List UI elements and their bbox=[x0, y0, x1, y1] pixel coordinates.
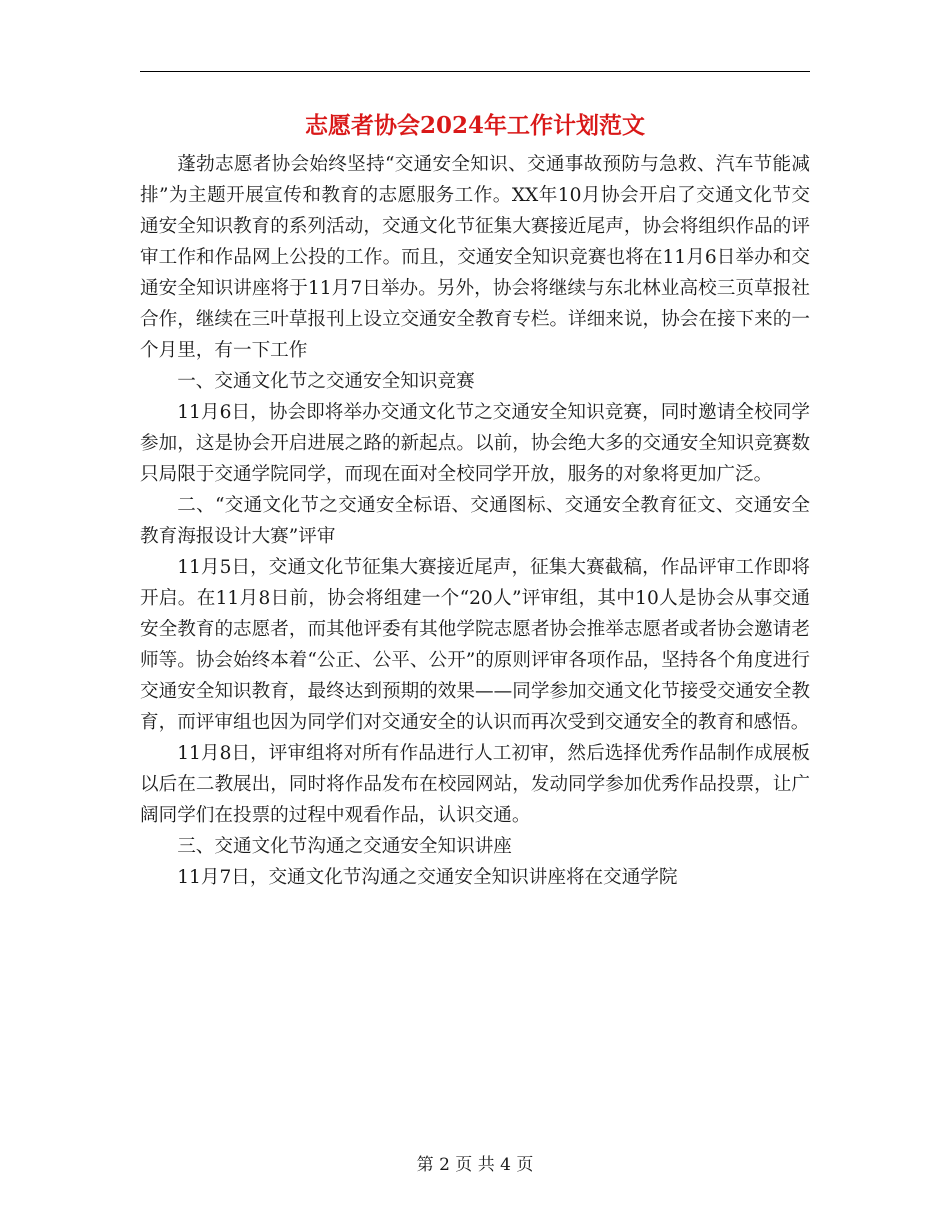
page-number: 第 2 页 共 4 页 bbox=[416, 1155, 534, 1175]
paragraph-section-2b: 11月8日，评审组将对所有作品进行人工初审，然后选择优秀作品制作成展板以后在二教展出，同时将作品发布在校园网站，发动同学参加优秀作品投票，让广阔同学们在投票的过程中观看作品，认识交通。 bbox=[140, 743, 810, 826]
document-title: 志愿者协会2024年工作计划范文 bbox=[304, 112, 645, 139]
document-body bbox=[140, 149, 810, 893]
header-rule bbox=[140, 71, 810, 72]
section-heading-3: 三、交通文化节沟通之交通安全知识讲座 bbox=[177, 836, 512, 857]
section-heading-1: 一、交通文化节之交通安全知识竞赛 bbox=[177, 371, 475, 392]
section-heading-2: 二、“交通文化节之交通安全标语、交通图标、交通安全教育征文、交通安全教育海报设计大赛”评审 bbox=[140, 495, 810, 547]
paragraph-section-3: 11月7日，交通文化节沟通之交通安全知识讲座将在交通学院 bbox=[177, 867, 678, 888]
paragraph-intro: 蓬勃志愿者协会始终坚持“交通安全知识、交通事故预防与急救、汽车节能减排”为主题开展宣传和教育的志愿服务工作。XX年10月协会开启了交通文化节交通安全知识教育的系列活动，交通文化节征集大赛接近尾声，协会将组织作品的评审工作和作品网上公投的工作。而且，交通安全知识竞赛也将在11月6日举办和交通安全知识讲座将于11月7日举办。另外，协会将继续与东北林业高校三页草报社合作，继续在三叶草报刊上设立交通安全教育专栏。详细来说，协会在接下来的一个月里，有一下工作 bbox=[140, 154, 810, 361]
paragraph-section-1: 11月6日，协会即将举办交通文化节之交通安全知识竞赛，同时邀请全校同学参加，这是协会开启进展之路的新起点。以前，协会绝大多的交通安全知识竞赛数只局限于交通学院同学，而现在面对全校同学开放，服务的对象将更加广泛。 bbox=[140, 402, 810, 485]
paragraph-section-2a: 11月5日，交通文化节征集大赛接近尾声，征集大赛截稿，作品评审工作即将开启。在11月8日前，协会将组建一个“20人”评审组，其中10人是协会从事交通安全教育的志愿者，而其他评委有其他学院志愿者协会推举志愿者或者协会邀请老师等。协会始终本着“公正、公平、公开”的原则评审各项作品，坚持各个角度进行交通安全知识教育，最终达到预期的效果——同学参加交通文化节接受交通安全教育，而评审组也因为同学们对交通安全的认识而再次受到交通安全的教育和感悟。 bbox=[140, 557, 810, 733]
